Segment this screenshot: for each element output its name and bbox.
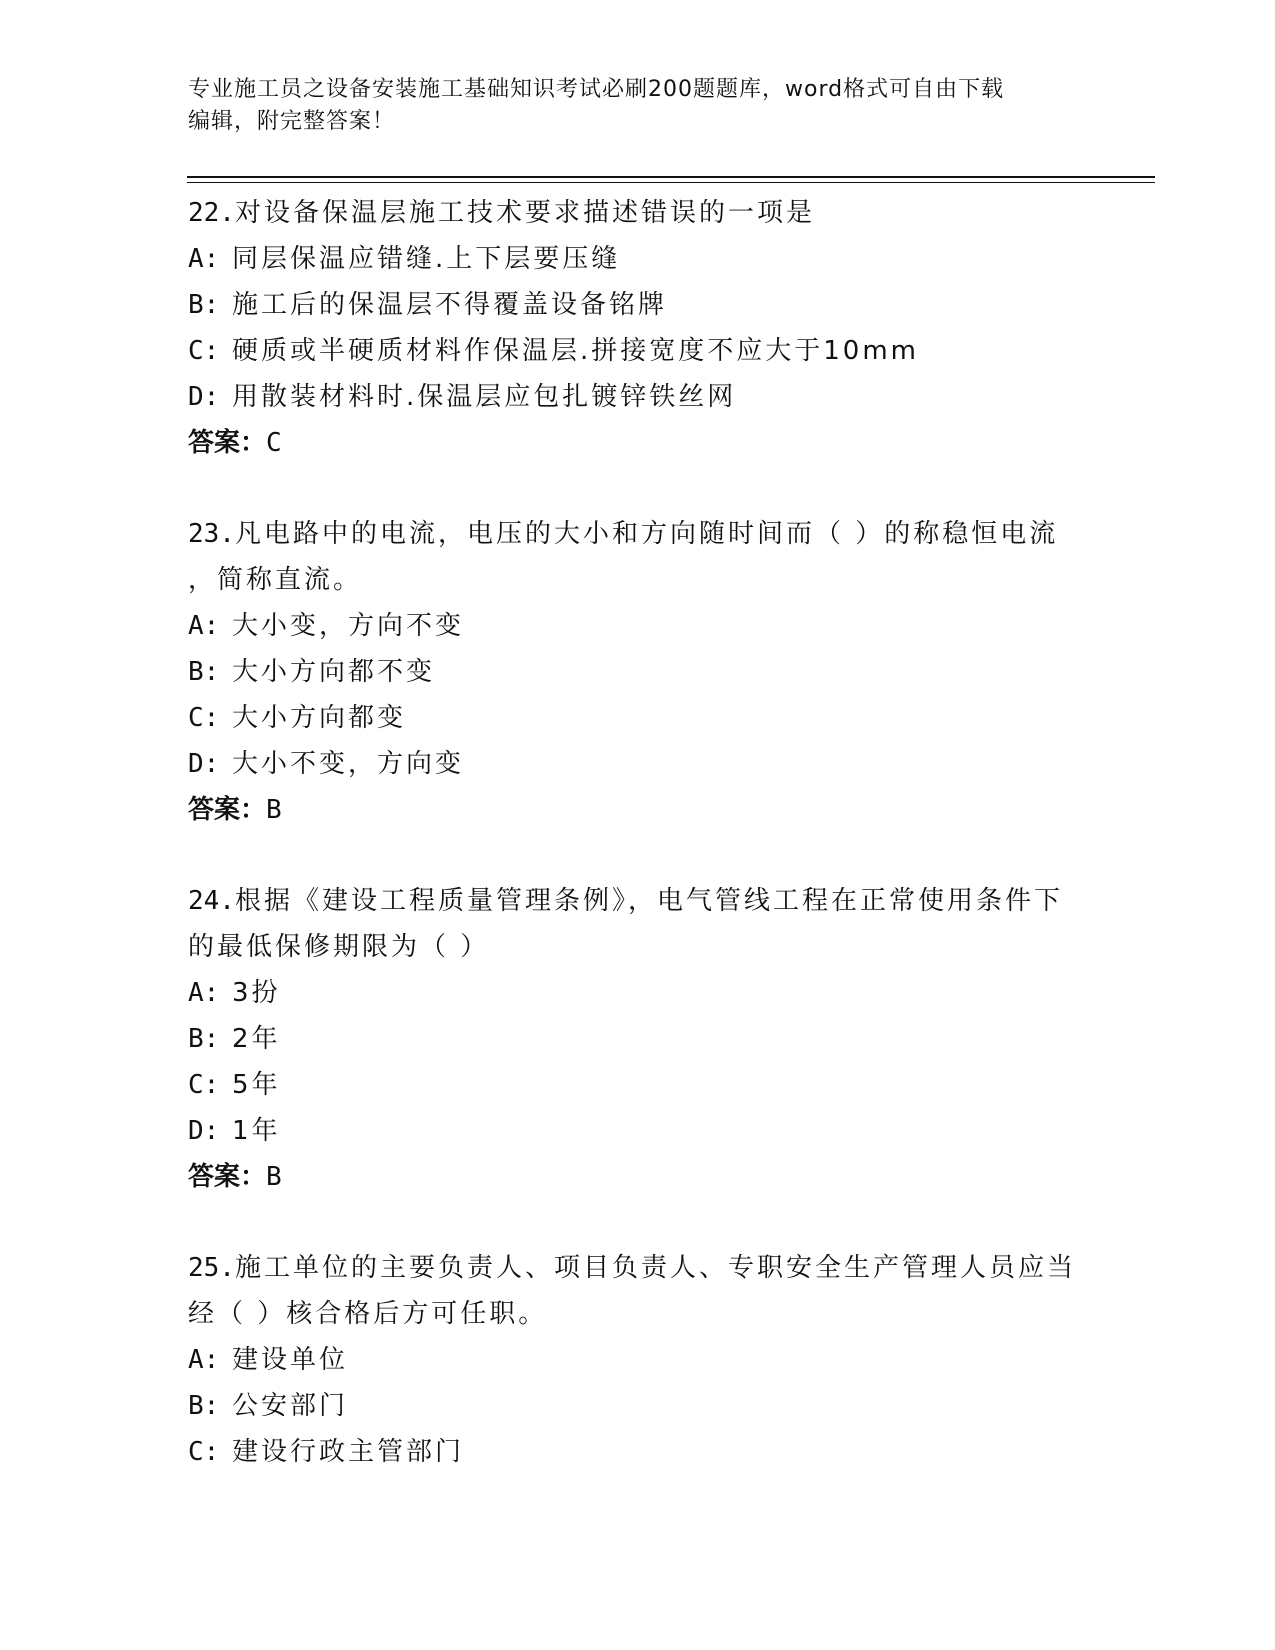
question-number: 22. xyxy=(188,198,235,228)
answer-option xyxy=(188,1429,1088,1475)
option-letter: C: xyxy=(188,1070,220,1100)
option-text: 用散装材料时.保温层应包扎镀锌铁丝网 xyxy=(232,382,737,412)
question-block xyxy=(188,878,1088,1200)
answer-line xyxy=(188,787,1088,833)
question-text xyxy=(188,1291,1088,1337)
option-text: 建设行政主管部门 xyxy=(232,1437,465,1467)
answer-option xyxy=(188,741,1088,787)
option-letter: D: xyxy=(188,749,220,779)
option-text: 施工后的保温层不得覆盖设备铭牌 xyxy=(232,290,668,320)
answer-option xyxy=(188,1337,1088,1383)
question-text xyxy=(188,878,1088,924)
option-letter: C: xyxy=(188,1437,220,1467)
answer-option xyxy=(188,374,1088,420)
answer-option xyxy=(188,1062,1088,1108)
option-text: 大小不变，方向变 xyxy=(232,749,465,779)
option-letter: C: xyxy=(188,703,220,733)
option-letter: A: xyxy=(188,978,220,1008)
option-text: 大小方向都变 xyxy=(232,703,407,733)
option-letter: A: xyxy=(188,1345,220,1375)
answer-value: C xyxy=(266,428,282,458)
option-text: 大小方向都不变 xyxy=(232,657,436,687)
question-block xyxy=(188,190,1088,466)
option-text: 3扮 xyxy=(232,978,281,1008)
answer-option xyxy=(188,282,1088,328)
option-text: 公安部门 xyxy=(232,1391,349,1421)
question-text xyxy=(188,190,1088,236)
answer-line xyxy=(188,420,1088,466)
header-line-2: 编辑，附完整答案！ xyxy=(188,109,396,134)
question-text xyxy=(188,1245,1088,1291)
option-text: 2年 xyxy=(232,1024,281,1054)
option-letter: D: xyxy=(188,382,220,412)
option-letter: B: xyxy=(188,1391,220,1421)
question-list xyxy=(188,190,1088,1520)
answer-label: 答案： xyxy=(188,428,267,458)
answer-value: B xyxy=(266,1162,282,1192)
option-letter: B: xyxy=(188,657,220,687)
question-text-line: 经（ ）核合格后方可任职。 xyxy=(188,1299,548,1329)
option-letter: C: xyxy=(188,336,220,366)
question-text-line: 根据《建设工程质量管理条例》，电气管线工程在正常使用条件下 xyxy=(234,886,1063,916)
option-letter: B: xyxy=(188,290,220,320)
option-text: 同层保温应错缝.上下层要压缝 xyxy=(232,244,621,274)
option-letter: A: xyxy=(188,244,220,274)
question-text-line: 施工单位的主要负责人、项目负责人、专职安全生产管理人员应当 xyxy=(234,1253,1076,1283)
question-number: 24. xyxy=(188,886,235,916)
option-text: 5年 xyxy=(232,1070,281,1100)
answer-line xyxy=(188,1154,1088,1200)
answer-option xyxy=(188,1016,1088,1062)
question-text-line: 对设备保温层施工技术要求描述错误的一项是 xyxy=(234,198,815,228)
option-text: 1年 xyxy=(232,1116,281,1146)
answer-option xyxy=(188,970,1088,1016)
answer-option xyxy=(188,649,1088,695)
question-text-line: 的最低保修期限为（ ） xyxy=(188,932,490,962)
question-text-line: 凡电路中的电流，电压的大小和方向随时间而（ ）的称稳恒电流 xyxy=(234,519,1059,549)
header-divider-thick xyxy=(187,176,1155,178)
header-divider-thin xyxy=(187,182,1155,183)
question-text xyxy=(188,924,1088,970)
option-letter: D: xyxy=(188,1116,220,1146)
question-text-line: ，简称直流。 xyxy=(188,565,363,595)
header-line-1: 专业施工员之设备安装施工基础知识考试必刷200题题库，word格式可自由下载 xyxy=(188,77,1005,102)
document-header xyxy=(188,74,1088,138)
option-text: 建设单位 xyxy=(232,1345,349,1375)
answer-option xyxy=(188,328,1088,374)
answer-label: 答案： xyxy=(188,795,267,825)
option-letter: B: xyxy=(188,1024,220,1054)
answer-option xyxy=(188,603,1088,649)
answer-option xyxy=(188,1108,1088,1154)
option-text: 大小变，方向不变 xyxy=(232,611,465,641)
question-text xyxy=(188,557,1088,603)
answer-option xyxy=(188,236,1088,282)
question-block xyxy=(188,511,1088,833)
question-number: 23. xyxy=(188,519,235,549)
question-text xyxy=(188,511,1088,557)
answer-option xyxy=(188,1383,1088,1429)
answer-label: 答案： xyxy=(188,1162,267,1192)
question-block xyxy=(188,1245,1088,1475)
answer-value: B xyxy=(266,795,282,825)
option-letter: A: xyxy=(188,611,220,641)
question-number: 25. xyxy=(188,1253,235,1283)
answer-option xyxy=(188,695,1088,741)
option-text: 硬质或半硬质材料作保温层.拼接宽度不应大于10mm xyxy=(232,336,920,366)
